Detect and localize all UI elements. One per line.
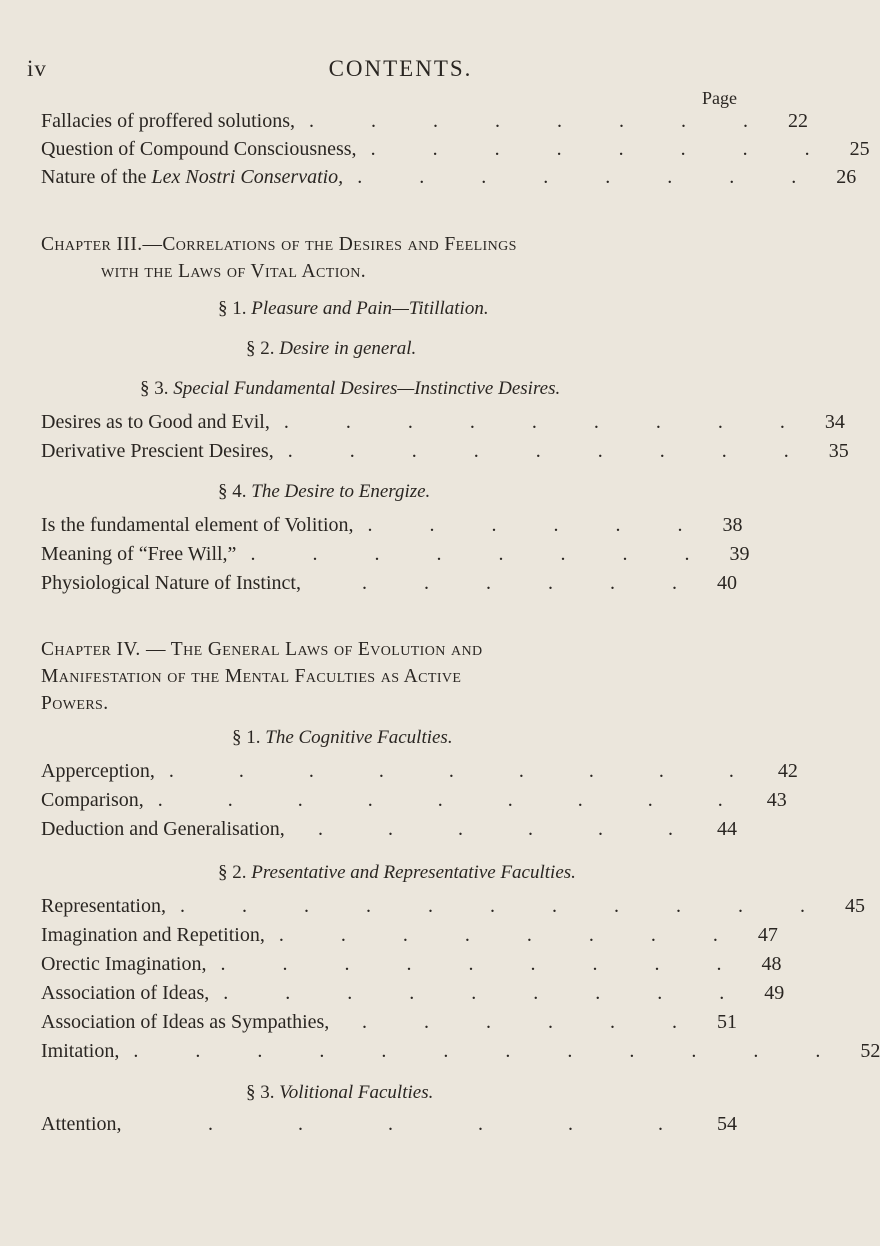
page-number: 22 — [788, 110, 809, 132]
chapter-heading: Chapter IV. — The General Laws of Evolution and Manifestation of the Mental Faculties as Active Powers. — [41, 639, 483, 714]
page-number: 35 — [828, 440, 849, 462]
section-heading: § 4. The Desire to Energize. — [218, 481, 431, 502]
page-number: 54 — [717, 1113, 737, 1135]
page-number: 51 — [717, 1011, 737, 1033]
toc-entry: Question of Compound Consciousness, . . . . . . . . 25 — [41, 138, 870, 160]
toc-entry: Comparison, . . . . . . . . . 43 — [41, 789, 787, 811]
toc-entry: Meaning of “Free Will,” . . . . . . . . 39 — [41, 543, 750, 565]
page-number: 43 — [766, 789, 787, 811]
toc-entry: Attention, . . . . . . 54 — [41, 1113, 737, 1135]
section-heading: § 2. Desire in general. — [246, 338, 417, 359]
toc-entry: Association of Ideas as Sympathies, . . . . . . 51 — [41, 1011, 737, 1033]
page-column-label: Page — [702, 88, 737, 108]
toc-entry: Derivative Prescient Desires, . . . . . . . . . 35 — [41, 440, 849, 462]
page-number: 49 — [764, 982, 785, 1004]
toc-entry: Fallacies of proffered solutions, . . . . . . . . 22 — [41, 110, 809, 132]
toc-entry: Physiological Nature of Instinct, . . . . . . 40 — [41, 572, 737, 594]
toc-entry: Is the fundamental element of Volition, . . . . . . 38 — [41, 514, 743, 536]
page-number: 40 — [717, 572, 737, 594]
page-number: 52 — [860, 1040, 880, 1062]
section-heading: § 3. Special Fundamental Desires—Instinctive Desires. — [140, 378, 561, 399]
toc-entry: Orectic Imagination, . . . . . . . . . 48 — [41, 953, 782, 975]
toc-entry: Imagination and Repetition, . . . . . . . . 47 — [41, 924, 778, 946]
page-number: 44 — [717, 818, 737, 840]
toc-entry: Nature of the Lex Nostri Conservatio, . . . . . . . . 26 — [41, 166, 857, 188]
page-number: 39 — [729, 543, 750, 565]
toc-entry: Desires as to Good and Evil, . . . . . . . . . 34 — [41, 411, 845, 433]
page-number: 42 — [777, 760, 798, 782]
page-number: 38 — [722, 514, 743, 536]
toc-entry: Deduction and Generalisation, . . . . . . 44 — [41, 818, 737, 840]
page-number: 25 — [849, 138, 870, 160]
page-number: 48 — [761, 953, 782, 975]
toc-entry: Apperception, . . . . . . . . . 42 — [41, 760, 798, 782]
section-heading: § 1. Pleasure and Pain—Titillation. — [218, 298, 489, 319]
page-folio: iv — [27, 56, 47, 81]
section-heading: § 1. The Cognitive Faculties. — [232, 727, 453, 748]
section-heading: § 2. Presentative and Representative Faculties. — [218, 862, 576, 883]
page-number: 47 — [757, 924, 778, 946]
page-number: 34 — [824, 411, 845, 433]
toc-entry: Imitation, . . . . . . . . . . . . 52 — [41, 1040, 880, 1062]
chapter-heading: Chapter III.—Correlations of the Desires and Feelings with the Laws of Vital Action. — [41, 234, 517, 282]
toc-entry: Representation, . . . . . . . . . . . 45 — [41, 895, 865, 917]
toc-entry: Association of Ideas, . . . . . . . . . 49 — [41, 982, 785, 1004]
section-heading: § 3. Volitional Faculties. — [246, 1082, 434, 1103]
page-number: 26 — [836, 166, 857, 188]
running-head: CONTENTS. — [328, 56, 473, 81]
page-number: 45 — [844, 895, 865, 917]
